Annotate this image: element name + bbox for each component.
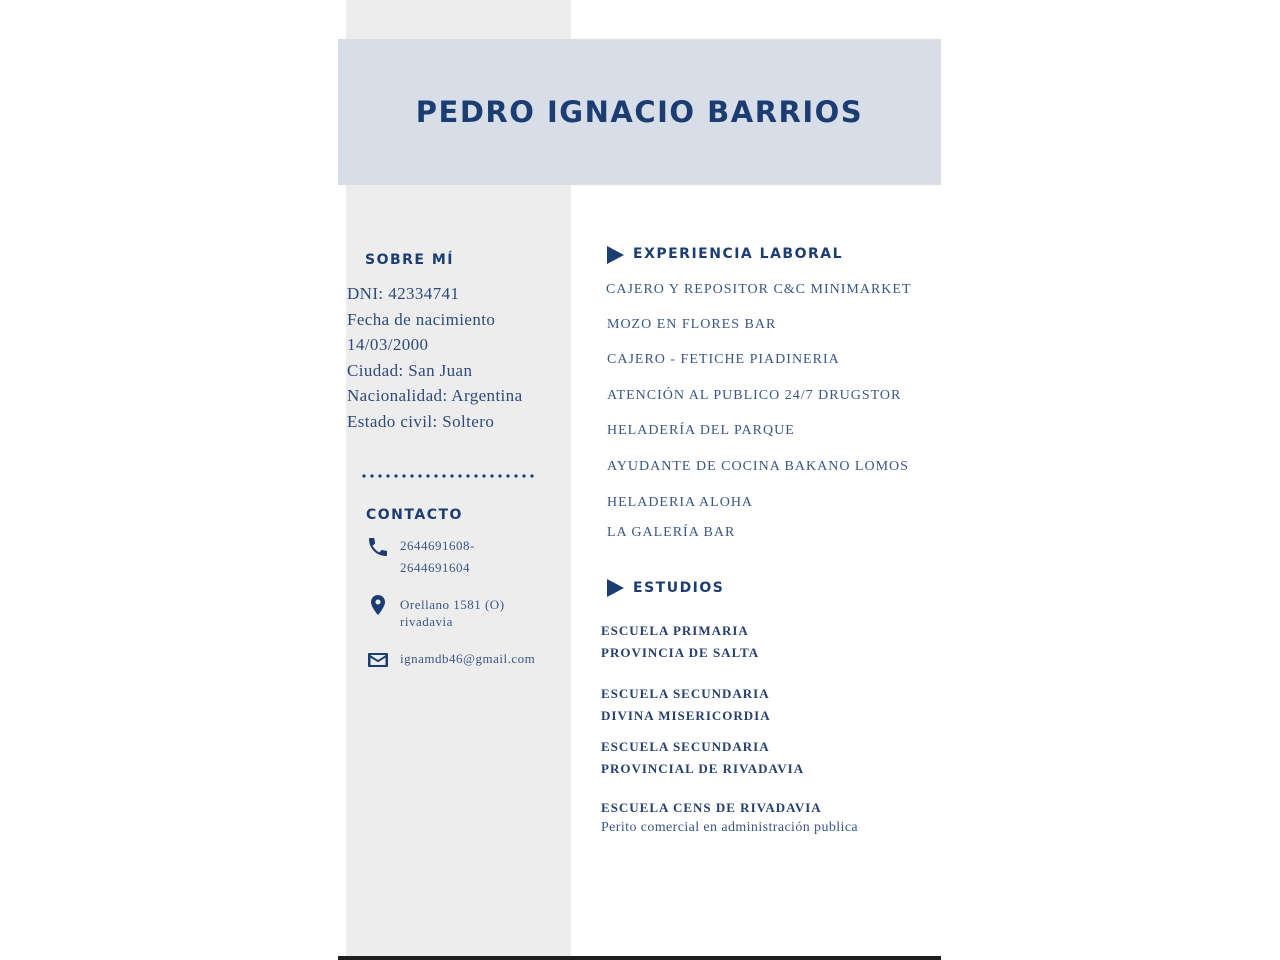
triangle-bullet-icon [607,579,624,597]
address-text: Orellano 1581 (O) rivadavia [400,597,505,629]
about-title: SOBRE MÍ [365,252,455,268]
contact-title: CONTACTO [366,507,463,523]
study-school-detail: PROVINCIAL DE RIVADAVIA [601,761,805,776]
job-item: CAJERO Y REPOSITOR C&C MINIMARKET [606,282,912,297]
study-school: ESCUELA SECUNDARIA [601,686,770,701]
dotted-divider [360,471,536,481]
study-item [601,736,804,780]
study-item [601,620,759,664]
study-degree: Perito comercial en administración publica [601,820,859,835]
contact-phone [366,535,475,579]
about-dni: DNI: 42334741 [347,284,460,303]
contact-address [366,593,505,630]
study-school: ESCUELA PRIMARIA [601,623,749,638]
about-civil-status: Estado civil: Soltero [347,411,495,431]
job-item: ATENCIÓN AL PUBLICO 24/7 DRUGSTOR [607,388,902,403]
study-school-detail: DIVINA MISERICORDIA [601,708,771,723]
job-item: HELADERIA ALOHA [607,495,754,510]
mail-icon [366,648,390,672]
email-text[interactable]: ignamdb46@gmail.com [400,651,536,666]
job-item: LA GALERÍA BAR [607,525,736,540]
about-city: Ciudad: San Juan [347,360,473,380]
experience-title: EXPERIENCIA LABORAL [633,246,844,262]
name-header [338,39,941,185]
job-item: HELADERÍA DEL PARQUE [607,423,795,438]
about-birth-label: Fecha de nacimiento [347,309,496,329]
study-item [601,683,771,727]
study-school-detail: PROVINCIA DE SALTA [601,645,760,660]
contact-email [366,648,535,672]
job-item: MOZO EN FLORES BAR [607,317,777,332]
job-item: CAJERO - FETICHE PIADINERIA [607,352,840,367]
studies-title: ESTUDIOS [633,580,725,596]
about-list [347,281,523,435]
study-school: ESCUELA SECUNDARIA [601,739,770,754]
about-birth-date: 14/03/2000 [347,335,429,355]
phone-icon [366,535,390,559]
triangle-bullet-icon [607,246,624,264]
about-nationality: Nacionalidad: Argentina [347,386,523,406]
study-item [601,797,858,837]
person-name: PEDRO IGNACIO BARRIOS [415,95,864,129]
location-pin-icon [366,593,390,617]
study-school: ESCUELA CENS DE RIVADAVIA [601,800,822,815]
phone-numbers: 2644691608- 2644691604 [400,538,475,575]
bottom-border [338,956,941,960]
job-item: AYUDANTE DE COCINA BAKANO LOMOS [607,459,909,474]
